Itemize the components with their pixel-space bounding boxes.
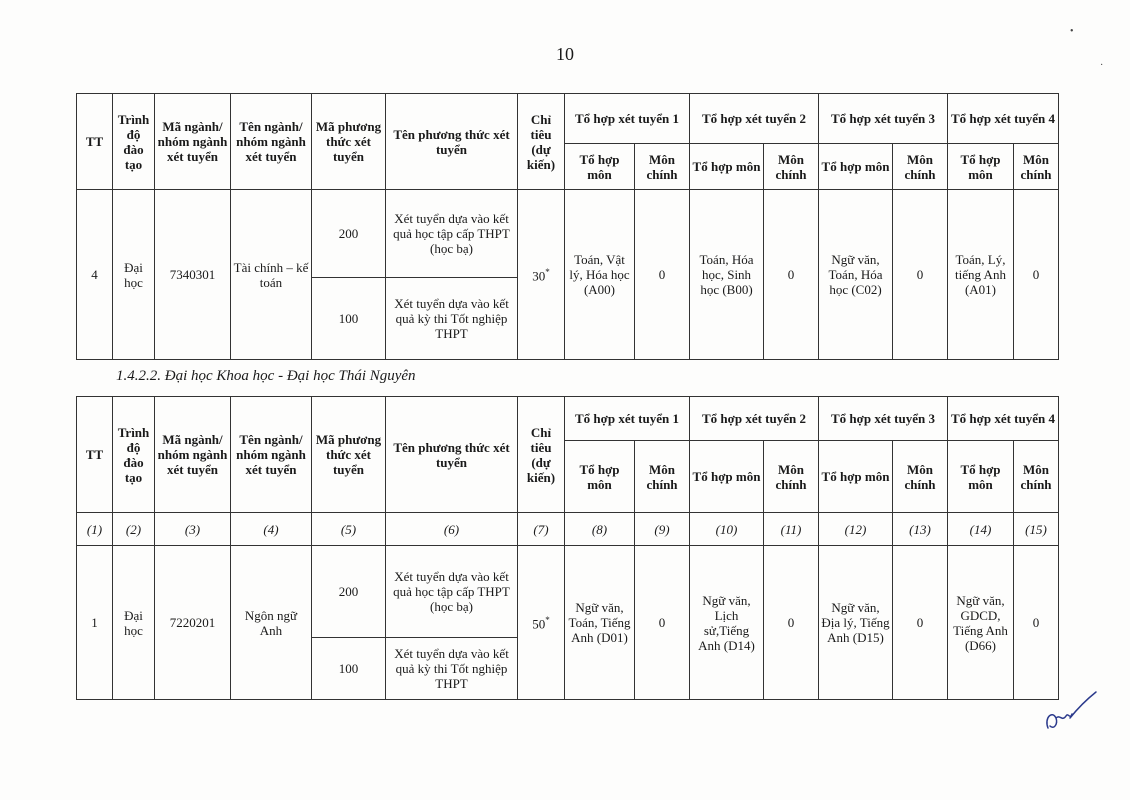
chi-tieu-value: 30	[532, 268, 546, 284]
column-number: (14)	[948, 513, 1014, 546]
cell-mon-chinh-4: 0	[1014, 546, 1059, 700]
section-heading: 1.4.2.2. Đại học Khoa học - Đại học Thái Nguyên	[116, 368, 416, 384]
cell-mon-chinh-4: 0	[1014, 190, 1059, 360]
cell-mon-chinh-1: 0	[635, 546, 690, 700]
header-to-hop-mon: Tổ hợp môn	[565, 441, 635, 513]
column-number: (4)	[231, 513, 312, 546]
cell-ten-nganh: Ngôn ngữ Anh	[231, 546, 312, 700]
header-mon-chinh: Môn chính	[893, 441, 948, 513]
scan-speck: ·	[1100, 60, 1104, 71]
admission-table-1	[76, 93, 1059, 360]
header-ten-phuong-thuc: Tên phương thức xét tuyển	[386, 94, 518, 190]
cell-tt: 4	[77, 190, 113, 360]
header-to-hop-mon: Tổ hợp môn	[690, 144, 764, 190]
column-number: (13)	[893, 513, 948, 546]
header-tt: TT	[77, 397, 113, 513]
cell-method-code: 200	[312, 190, 386, 278]
header-mon-chinh: Môn chính	[764, 441, 819, 513]
cell-mon-chinh-2: 0	[764, 546, 819, 700]
table-row	[77, 190, 1059, 278]
header-ma-nganh: Mã ngành/ nhóm ngành xét tuyển	[155, 397, 231, 513]
cell-trinh-do: Đại học	[113, 190, 155, 360]
cell-chi-tieu	[518, 190, 565, 360]
header-mon-chinh: Môn chính	[1014, 144, 1059, 190]
header-ma-phuong-thuc: Mã phương thức xét tuyển	[312, 397, 386, 513]
header-ma-phuong-thuc: Mã phương thức xét tuyển	[312, 94, 386, 190]
header-to-hop-mon: Tổ hợp môn	[565, 144, 635, 190]
header-tt: TT	[77, 94, 113, 190]
header-chi-tieu: Chỉ tiêu (dự kiến)	[518, 397, 565, 513]
column-number: (15)	[1014, 513, 1059, 546]
cell-method-name: Xét tuyển dựa vào kết quả kỳ thi Tốt nghiệp THPT	[386, 278, 518, 360]
cell-mon-chinh-3: 0	[893, 190, 948, 360]
cell-ma-nganh: 7340301	[155, 190, 231, 360]
cell-ten-nganh: Tài chính – kế toán	[231, 190, 312, 360]
header-ten-nganh: Tên ngành/ nhóm ngành xét tuyển	[231, 397, 312, 513]
cell-to-hop-3: Ngữ văn, Toán, Hóa học (C02)	[819, 190, 893, 360]
table-row	[77, 546, 1059, 638]
header-mon-chinh: Môn chính	[635, 144, 690, 190]
cell-method-code: 200	[312, 546, 386, 638]
header-mon-chinh: Môn chính	[893, 144, 948, 190]
cell-trinh-do: Đại học	[113, 546, 155, 700]
column-number: (3)	[155, 513, 231, 546]
column-number: (11)	[764, 513, 819, 546]
cell-to-hop-2: Ngữ văn, Lịch sử,Tiếng Anh (D14)	[690, 546, 764, 700]
header-ten-phuong-thuc: Tên phương thức xét tuyển	[386, 397, 518, 513]
cell-tt: 1	[77, 546, 113, 700]
column-number: (2)	[113, 513, 155, 546]
header-to-hop-mon: Tổ hợp môn	[819, 144, 893, 190]
cell-chi-tieu	[518, 546, 565, 700]
cell-to-hop-1: Ngữ văn, Toán, Tiếng Anh (D01)	[565, 546, 635, 700]
header-to-hop-mon: Tổ hợp môn	[948, 144, 1014, 190]
column-number: (6)	[386, 513, 518, 546]
header-trinh-do: Trình độ đào tạo	[113, 94, 155, 190]
cell-method-name: Xét tuyển dựa vào kết quả học tập cấp THPT (học bạ)	[386, 190, 518, 278]
header-mon-chinh: Môn chính	[764, 144, 819, 190]
admission-table-2	[76, 396, 1059, 700]
column-number: (1)	[77, 513, 113, 546]
header-to-hop-mon: Tổ hợp môn	[690, 441, 764, 513]
cell-to-hop-1: Toán, Vật lý, Hóa học (A00)	[565, 190, 635, 360]
column-number-row	[77, 513, 1059, 546]
header-to-hop-mon: Tổ hợp môn	[948, 441, 1014, 513]
cell-mon-chinh-1: 0	[635, 190, 690, 360]
column-number: (8)	[565, 513, 635, 546]
cell-to-hop-4: Toán, Lý, tiếng Anh (A01)	[948, 190, 1014, 360]
cell-mon-chinh-2: 0	[764, 190, 819, 360]
header-to-hop-mon: Tổ hợp môn	[819, 441, 893, 513]
header-ma-nganh: Mã ngành/ nhóm ngành xét tuyển	[155, 94, 231, 190]
cell-to-hop-2: Toán, Hóa học, Sinh học (B00)	[690, 190, 764, 360]
column-number: (5)	[312, 513, 386, 546]
scan-speck: •	[1070, 26, 1074, 37]
header-to-hop-2: Tổ hợp xét tuyển 2	[690, 397, 819, 441]
header-to-hop-1: Tổ hợp xét tuyển 1	[565, 94, 690, 144]
cell-to-hop-3: Ngữ văn, Địa lý, Tiếng Anh (D15)	[819, 546, 893, 700]
header-chi-tieu: Chỉ tiêu (dự kiến)	[518, 94, 565, 190]
header-to-hop-4: Tổ hợp xét tuyển 4	[948, 397, 1059, 441]
header-ten-nganh: Tên ngành/ nhóm ngành xét tuyển	[231, 94, 312, 190]
header-trinh-do: Trình độ đào tạo	[113, 397, 155, 513]
header-to-hop-3: Tổ hợp xét tuyển 3	[819, 397, 948, 441]
header-to-hop-3: Tổ hợp xét tuyển 3	[819, 94, 948, 144]
chi-tieu-value: 50	[532, 616, 546, 632]
cell-ma-nganh: 7220201	[155, 546, 231, 700]
column-number: (7)	[518, 513, 565, 546]
cell-method-code: 100	[312, 278, 386, 360]
header-to-hop-1: Tổ hợp xét tuyển 1	[565, 397, 690, 441]
header-to-hop-4: Tổ hợp xét tuyển 4	[948, 94, 1059, 144]
handwritten-signature	[1040, 688, 1100, 738]
header-mon-chinh: Môn chính	[635, 441, 690, 513]
cell-method-code: 100	[312, 638, 386, 700]
cell-mon-chinh-3: 0	[893, 546, 948, 700]
header-to-hop-2: Tổ hợp xét tuyển 2	[690, 94, 819, 144]
page-number: 10	[556, 44, 574, 64]
column-number: (12)	[819, 513, 893, 546]
chi-tieu-mark: *	[545, 615, 550, 626]
header-mon-chinh: Môn chính	[1014, 441, 1059, 513]
chi-tieu-mark: *	[545, 267, 550, 278]
column-number: (9)	[635, 513, 690, 546]
column-number: (10)	[690, 513, 764, 546]
cell-method-name: Xét tuyển dựa vào kết quả kỳ thi Tốt nghiệp THPT	[386, 638, 518, 700]
cell-method-name: Xét tuyển dựa vào kết quả học tập cấp THPT (học bạ)	[386, 546, 518, 638]
cell-to-hop-4: Ngữ văn, GDCD, Tiếng Anh (D66)	[948, 546, 1014, 700]
